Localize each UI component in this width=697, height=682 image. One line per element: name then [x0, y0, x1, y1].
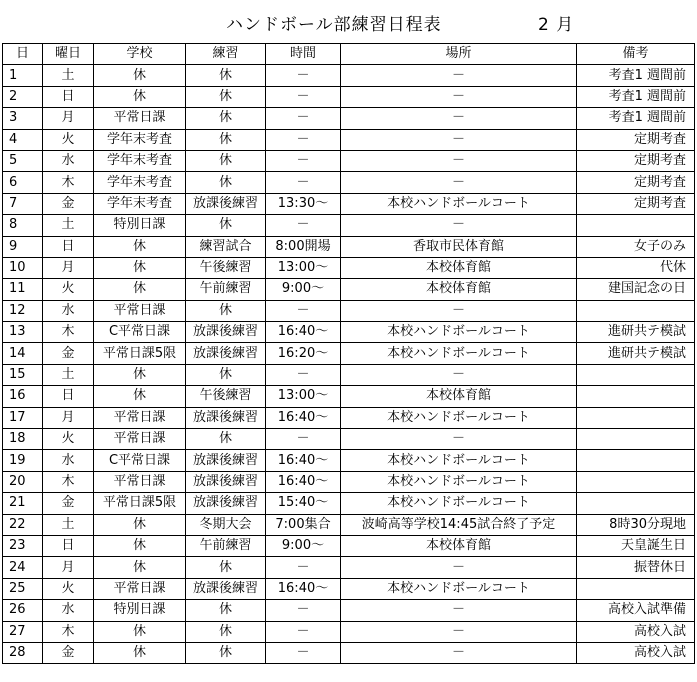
cell-school: 休 — [94, 535, 186, 556]
cell-day: 24 — [3, 557, 43, 578]
cell-practice: 休 — [186, 300, 266, 321]
page-title: ハンドボール部練習日程表 — [226, 15, 442, 35]
cell-place: 本校体育館 — [341, 535, 577, 556]
table-row — [3, 65, 695, 86]
cell-practice: 午後練習 — [186, 386, 266, 407]
table-row — [3, 471, 695, 492]
cell-place: 本校体育館 — [341, 279, 577, 300]
cell-school: C平常日課 — [94, 450, 186, 471]
table-row — [3, 108, 695, 129]
cell-weekday: 土 — [43, 514, 94, 535]
cell-time: 16:40～ — [266, 322, 341, 343]
cell-school: 特別日課 — [94, 215, 186, 236]
table-row — [3, 343, 695, 364]
cell-day: 1 — [3, 65, 43, 86]
header-place: 場所 — [341, 44, 577, 65]
cell-weekday: 水 — [43, 600, 94, 621]
table-row — [3, 300, 695, 321]
cell-time: 8:00開場 — [266, 236, 341, 257]
cell-time: － — [266, 65, 341, 86]
cell-time: － — [266, 150, 341, 171]
cell-notes: 定期考査 — [577, 129, 695, 150]
table-row — [3, 535, 695, 556]
cell-place: 本校ハンドボールコート — [341, 578, 577, 599]
table-row — [3, 450, 695, 471]
cell-day: 25 — [3, 578, 43, 599]
cell-place: － — [341, 364, 577, 385]
cell-place: 本校ハンドボールコート — [341, 493, 577, 514]
cell-place: － — [341, 150, 577, 171]
cell-weekday: 月 — [43, 557, 94, 578]
cell-school: 休 — [94, 86, 186, 107]
cell-day: 19 — [3, 450, 43, 471]
cell-school: C平常日課 — [94, 322, 186, 343]
cell-day: 4 — [3, 129, 43, 150]
cell-place: － — [341, 600, 577, 621]
cell-weekday: 日 — [43, 535, 94, 556]
cell-day: 26 — [3, 600, 43, 621]
cell-notes: 建国記念の日 — [577, 279, 695, 300]
cell-day: 16 — [3, 386, 43, 407]
cell-day: 28 — [3, 642, 43, 663]
cell-school: 平常日課 — [94, 300, 186, 321]
cell-day: 9 — [3, 236, 43, 257]
cell-notes: 振替休日 — [577, 557, 695, 578]
cell-practice: 休 — [186, 557, 266, 578]
cell-practice: 休 — [186, 429, 266, 450]
cell-weekday: 金 — [43, 343, 94, 364]
cell-practice: 休 — [186, 129, 266, 150]
cell-practice: 休 — [186, 65, 266, 86]
cell-place: 波崎高等学校14:45試合終了予定 — [341, 514, 577, 535]
cell-notes: 進研共テ模試 — [577, 322, 695, 343]
cell-day: 13 — [3, 322, 43, 343]
cell-weekday: 水 — [43, 450, 94, 471]
cell-school: 休 — [94, 279, 186, 300]
table-row — [3, 86, 695, 107]
cell-notes: 考査1 週間前 — [577, 108, 695, 129]
cell-place: － — [341, 621, 577, 642]
table-row — [3, 386, 695, 407]
cell-weekday: 火 — [43, 129, 94, 150]
cell-time: － — [266, 600, 341, 621]
cell-place: － — [341, 86, 577, 107]
cell-school: 平常日課 — [94, 407, 186, 428]
cell-notes — [577, 300, 695, 321]
cell-notes: 考査1 週間前 — [577, 86, 695, 107]
cell-place: － — [341, 300, 577, 321]
table-row — [3, 578, 695, 599]
cell-practice: 冬期大会 — [186, 514, 266, 535]
cell-practice: 休 — [186, 150, 266, 171]
cell-practice: 放課後練習 — [186, 193, 266, 214]
cell-notes: 定期考査 — [577, 150, 695, 171]
cell-weekday: 木 — [43, 322, 94, 343]
header-practice: 練習 — [186, 44, 266, 65]
cell-weekday: 水 — [43, 150, 94, 171]
schedule-table — [2, 43, 695, 664]
cell-weekday: 木 — [43, 172, 94, 193]
cell-weekday: 日 — [43, 236, 94, 257]
table-row — [3, 193, 695, 214]
cell-notes: 女子のみ — [577, 236, 695, 257]
cell-weekday: 金 — [43, 642, 94, 663]
cell-practice: 休 — [186, 172, 266, 193]
cell-time: － — [266, 364, 341, 385]
cell-school: 学年末考査 — [94, 172, 186, 193]
cell-time: 7:00集合 — [266, 514, 341, 535]
cell-weekday: 月 — [43, 407, 94, 428]
cell-place: 本校ハンドボールコート — [341, 322, 577, 343]
cell-school: 学年末考査 — [94, 150, 186, 171]
cell-day: 15 — [3, 364, 43, 385]
cell-school: 平常日課 — [94, 108, 186, 129]
cell-notes — [577, 215, 695, 236]
cell-place: － — [341, 215, 577, 236]
table-row — [3, 279, 695, 300]
cell-time: － — [266, 642, 341, 663]
cell-time: － — [266, 621, 341, 642]
cell-notes — [577, 471, 695, 492]
cell-weekday: 月 — [43, 108, 94, 129]
cell-notes — [577, 429, 695, 450]
cell-school: 平常日課 — [94, 429, 186, 450]
table-row — [3, 172, 695, 193]
cell-weekday: 金 — [43, 493, 94, 514]
cell-place: 本校体育館 — [341, 257, 577, 278]
cell-time: 9:00～ — [266, 535, 341, 556]
cell-weekday: 木 — [43, 621, 94, 642]
cell-weekday: 土 — [43, 364, 94, 385]
cell-practice: 午前練習 — [186, 279, 266, 300]
cell-place: 本校ハンドボールコート — [341, 407, 577, 428]
table-row — [3, 364, 695, 385]
cell-practice: 午後練習 — [186, 257, 266, 278]
cell-weekday: 火 — [43, 279, 94, 300]
cell-time: 13:00～ — [266, 257, 341, 278]
cell-notes — [577, 493, 695, 514]
cell-notes — [577, 407, 695, 428]
cell-time: － — [266, 557, 341, 578]
cell-place: 本校体育館 — [341, 386, 577, 407]
cell-weekday: 月 — [43, 257, 94, 278]
cell-place: － — [341, 557, 577, 578]
cell-school: 平常日課5限 — [94, 343, 186, 364]
cell-day: 2 — [3, 86, 43, 107]
cell-notes: 天皇誕生日 — [577, 535, 695, 556]
cell-day: 23 — [3, 535, 43, 556]
cell-notes: 高校入試 — [577, 642, 695, 663]
cell-school: 休 — [94, 621, 186, 642]
cell-day: 21 — [3, 493, 43, 514]
cell-time: 16:40～ — [266, 578, 341, 599]
cell-practice: 休 — [186, 621, 266, 642]
cell-time: 16:40～ — [266, 407, 341, 428]
table-row — [3, 642, 695, 663]
cell-weekday: 土 — [43, 215, 94, 236]
cell-day: 27 — [3, 621, 43, 642]
cell-practice: 放課後練習 — [186, 578, 266, 599]
cell-practice: 放課後練習 — [186, 471, 266, 492]
table-row — [3, 236, 695, 257]
cell-day: 14 — [3, 343, 43, 364]
cell-school: 平常日課 — [94, 471, 186, 492]
cell-day: 17 — [3, 407, 43, 428]
cell-day: 11 — [3, 279, 43, 300]
cell-notes: 高校入試 — [577, 621, 695, 642]
cell-weekday: 土 — [43, 65, 94, 86]
cell-practice: 放課後練習 — [186, 322, 266, 343]
cell-notes: 進研共テ模試 — [577, 343, 695, 364]
header-weekday: 曜日 — [43, 44, 94, 65]
cell-weekday: 木 — [43, 471, 94, 492]
cell-practice: 放課後練習 — [186, 493, 266, 514]
cell-weekday: 日 — [43, 86, 94, 107]
cell-day: 12 — [3, 300, 43, 321]
cell-day: 10 — [3, 257, 43, 278]
cell-place: － — [341, 65, 577, 86]
cell-time: － — [266, 300, 341, 321]
table-row — [3, 322, 695, 343]
header-school: 学校 — [94, 44, 186, 65]
cell-weekday: 火 — [43, 429, 94, 450]
cell-place: 本校ハンドボールコート — [341, 450, 577, 471]
cell-time: 16:20～ — [266, 343, 341, 364]
cell-day: 22 — [3, 514, 43, 535]
cell-school: 平常日課5限 — [94, 493, 186, 514]
cell-time: － — [266, 215, 341, 236]
cell-school: 休 — [94, 642, 186, 663]
cell-place: － — [341, 129, 577, 150]
cell-day: 7 — [3, 193, 43, 214]
cell-practice: 放課後練習 — [186, 450, 266, 471]
cell-practice: 休 — [186, 642, 266, 663]
cell-practice: 放課後練習 — [186, 407, 266, 428]
cell-notes — [577, 578, 695, 599]
cell-time: 16:40～ — [266, 471, 341, 492]
cell-place: 本校ハンドボールコート — [341, 193, 577, 214]
table-row — [3, 215, 695, 236]
cell-day: 8 — [3, 215, 43, 236]
header-notes: 備考 — [577, 44, 695, 65]
cell-practice: 休 — [186, 215, 266, 236]
table-row — [3, 557, 695, 578]
cell-school: 学年末考査 — [94, 193, 186, 214]
cell-notes: 定期考査 — [577, 193, 695, 214]
cell-time: － — [266, 108, 341, 129]
month-label: 2 月 — [538, 15, 575, 35]
table-row — [3, 514, 695, 535]
cell-school: 休 — [94, 257, 186, 278]
table-row — [3, 493, 695, 514]
table-row — [3, 150, 695, 171]
cell-notes: 高校入試準備 — [577, 600, 695, 621]
table-row — [3, 129, 695, 150]
cell-time: 16:40～ — [266, 450, 341, 471]
cell-time: － — [266, 129, 341, 150]
cell-time: 13:30～ — [266, 193, 341, 214]
cell-time: 13:00～ — [266, 386, 341, 407]
cell-place: － — [341, 108, 577, 129]
cell-notes — [577, 364, 695, 385]
header-row — [3, 44, 695, 65]
cell-day: 6 — [3, 172, 43, 193]
cell-weekday: 金 — [43, 193, 94, 214]
cell-practice: 休 — [186, 86, 266, 107]
cell-school: 休 — [94, 236, 186, 257]
cell-practice: 休 — [186, 364, 266, 385]
cell-place: － — [341, 429, 577, 450]
cell-school: 平常日課 — [94, 578, 186, 599]
header-time: 時間 — [266, 44, 341, 65]
cell-practice: 休 — [186, 600, 266, 621]
cell-time: 9:00～ — [266, 279, 341, 300]
cell-time: 15:40～ — [266, 493, 341, 514]
cell-school: 学年末考査 — [94, 129, 186, 150]
cell-weekday: 水 — [43, 300, 94, 321]
cell-place: － — [341, 172, 577, 193]
table-row — [3, 621, 695, 642]
cell-practice: 放課後練習 — [186, 343, 266, 364]
cell-weekday: 火 — [43, 578, 94, 599]
cell-practice: 休 — [186, 108, 266, 129]
cell-school: 休 — [94, 514, 186, 535]
cell-time: － — [266, 172, 341, 193]
cell-place: 香取市民体育館 — [341, 236, 577, 257]
cell-notes: 代休 — [577, 257, 695, 278]
cell-notes: 定期考査 — [577, 172, 695, 193]
cell-school: 特別日課 — [94, 600, 186, 621]
cell-day: 20 — [3, 471, 43, 492]
cell-notes — [577, 386, 695, 407]
cell-place: 本校ハンドボールコート — [341, 471, 577, 492]
table-row — [3, 429, 695, 450]
cell-notes: 考査1 週間前 — [577, 65, 695, 86]
cell-day: 3 — [3, 108, 43, 129]
cell-school: 休 — [94, 386, 186, 407]
cell-practice: 練習試合 — [186, 236, 266, 257]
header-day: 日 — [3, 44, 43, 65]
cell-practice: 午前練習 — [186, 535, 266, 556]
cell-school: 休 — [94, 557, 186, 578]
cell-school: 休 — [94, 364, 186, 385]
table-row — [3, 600, 695, 621]
cell-day: 18 — [3, 429, 43, 450]
cell-notes — [577, 450, 695, 471]
cell-time: － — [266, 86, 341, 107]
table-row — [3, 407, 695, 428]
cell-place: 本校ハンドボールコート — [341, 343, 577, 364]
cell-place: － — [341, 642, 577, 663]
cell-school: 休 — [94, 65, 186, 86]
cell-weekday: 日 — [43, 386, 94, 407]
title-area — [0, 8, 697, 38]
cell-day: 5 — [3, 150, 43, 171]
table-row — [3, 257, 695, 278]
cell-notes: 8時30分現地 — [577, 514, 695, 535]
cell-time: － — [266, 429, 341, 450]
